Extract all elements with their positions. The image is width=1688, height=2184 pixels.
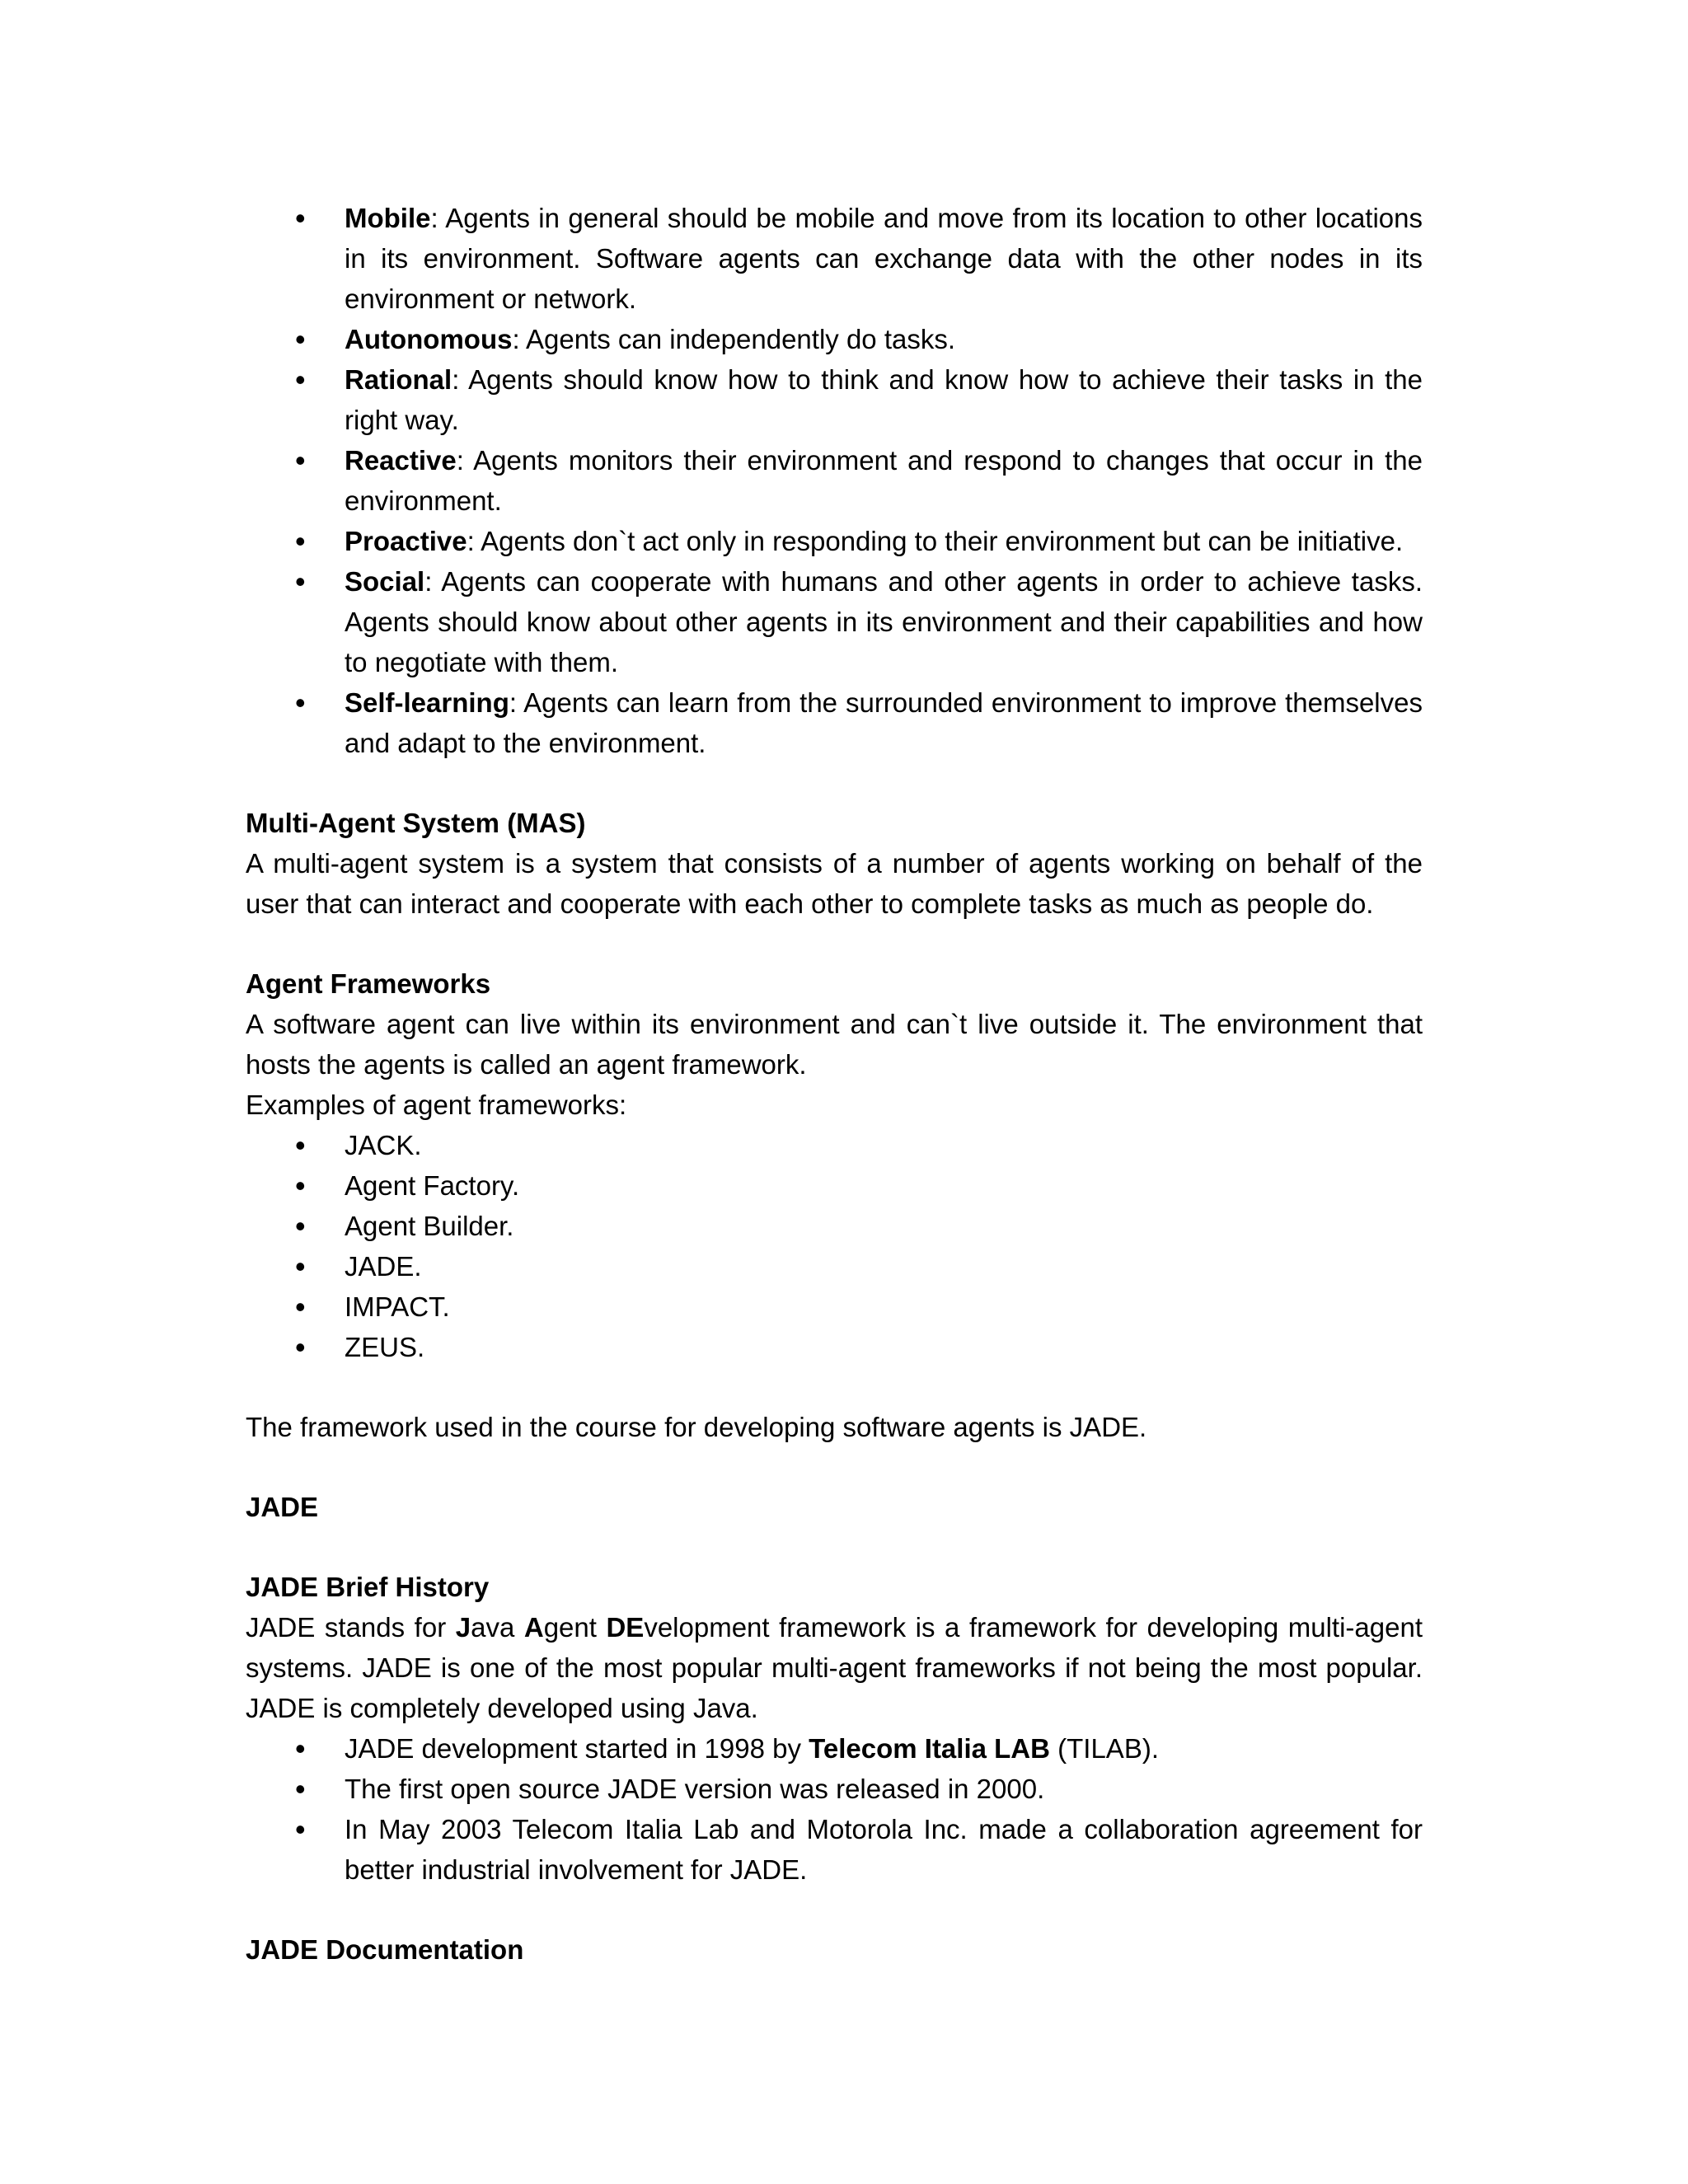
feature-term: Social <box>345 566 425 597</box>
history-bold-text: Telecom Italia LAB <box>809 1733 1050 1764</box>
jade-acronym-letter: DE <box>606 1612 645 1643</box>
list-item: • The first open source JADE version was released in 2000. <box>345 1769 1423 1809</box>
jade-history-heading: JADE Brief History <box>246 1572 490 1602</box>
feature-text: : Agents can cooperate with humans and other agents in order to achieve tasks. Agents should know about other agents in its environment and their capabilities and how to negotiate with them. <box>345 566 1423 677</box>
list-item <box>345 198 1423 319</box>
frameworks-heading: Agent Frameworks <box>246 968 491 999</box>
list-item <box>345 561 1423 682</box>
feature-term: Reactive <box>345 445 457 476</box>
list-item: • JADE. <box>345 1246 1423 1286</box>
history-text: JADE development started in 1998 by <box>345 1733 809 1764</box>
feature-text: : Agents in general should be mobile and move from its location to other locations in its environment. Software agents can exchange data with the other nodes in its environment or network. <box>345 203 1423 314</box>
list-item <box>345 521 1423 561</box>
jade-intro-paragraph <box>246 1607 1423 1728</box>
feature-text: : Agents can learn from the surrounded environment to improve themselves and adapt to the environment. <box>345 687 1423 758</box>
feature-term: Mobile <box>345 203 431 233</box>
agent-features-list <box>246 198 1423 763</box>
jade-history-list <box>246 1728 1423 1890</box>
list-item: • JACK. <box>345 1125 1423 1165</box>
list-item: • In May 2003 Telecom Italia Lab and Motorola Inc. made a collaboration agreement for better industrial involvement for JADE. <box>345 1809 1423 1890</box>
feature-text: : Agents don`t act only in responding to their environment but can be initiative. <box>467 526 1404 556</box>
feature-term: Proactive <box>345 526 467 556</box>
list-item: • Agent Builder. <box>345 1206 1423 1246</box>
feature-text: : Agents monitors their environment and respond to changes that occur in the environment. <box>345 445 1423 516</box>
feature-term: Self-learning <box>345 687 509 718</box>
jade-intro-text: velopment framework is a framework for developing multi-agent systems. JADE is one of the most popular multi-agent frameworks if not being the most popular. JADE is completely developed using Java. <box>246 1612 1423 1723</box>
feature-term: Rational <box>345 364 452 395</box>
history-text: (TILAB). <box>1049 1733 1159 1764</box>
frameworks-examples-intro: Examples of agent frameworks: <box>246 1090 627 1120</box>
list-item <box>345 682 1423 763</box>
list-item <box>345 359 1423 440</box>
list-item <box>345 319 1423 359</box>
list-item: • ZEUS. <box>345 1327 1423 1367</box>
mas-paragraph: A multi-agent system is a system that consists of a number of agents working on behalf of the user that can interact and cooperate with each other to complete tasks as much as people do. <box>246 848 1423 919</box>
list-item: • Agent Factory. <box>345 1165 1423 1206</box>
frameworks-paragraph: A software agent can live within its environment and can`t live outside it. The environment that hosts the agents is called an agent framework. <box>246 1009 1423 1080</box>
list-item: • IMPACT. <box>345 1286 1423 1327</box>
feature-term: Autonomous <box>345 324 513 354</box>
jade-acronym-letter: J <box>455 1612 471 1643</box>
jade-intro-text: JADE stands for <box>246 1612 456 1643</box>
feature-text: : Agents can independently do tasks. <box>512 324 956 354</box>
mas-heading: Multi-Agent System (MAS) <box>246 808 586 838</box>
document-content <box>246 198 1423 1970</box>
jade-heading: JADE <box>246 1492 319 1522</box>
jade-documentation-heading: JADE Documentation <box>246 1934 524 1965</box>
frameworks-examples-list <box>246 1125 1423 1367</box>
jade-acronym-letter: A <box>523 1612 544 1643</box>
list-item <box>345 440 1423 521</box>
course-note: The framework used in the course for developing software agents is JADE. <box>246 1412 1147 1442</box>
jade-intro-text: gent <box>543 1612 607 1643</box>
feature-text: : Agents should know how to think and know how to achieve their tasks in the right way. <box>345 364 1423 435</box>
jade-intro-text: ava <box>471 1612 524 1643</box>
list-item <box>345 1728 1423 1769</box>
